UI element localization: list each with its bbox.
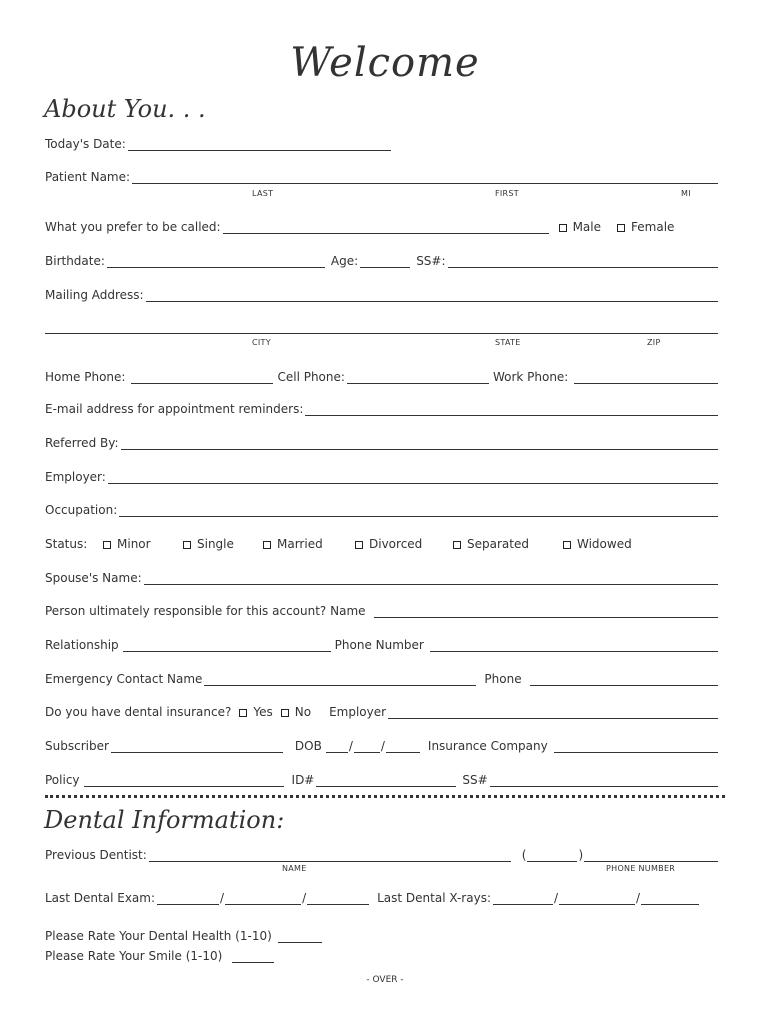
preferred-label: What you prefer to be called: [45, 220, 221, 234]
policy-label: Policy [45, 773, 80, 787]
mailing-row [45, 286, 718, 302]
dob-label: DOB [294, 739, 322, 753]
rate-health-field[interactable] [278, 930, 322, 943]
ss2-field[interactable] [490, 774, 718, 787]
checkbox-icon [453, 541, 461, 549]
dentist-phone-field[interactable] [584, 849, 718, 862]
relationship-label: Relationship [45, 638, 119, 652]
checkbox-icon [263, 541, 271, 549]
subscriber-field[interactable] [111, 740, 283, 753]
emergency-label: Emergency Contact Name [45, 672, 203, 686]
cell-phone-label: Cell Phone: [277, 370, 345, 384]
policy-row [45, 771, 718, 787]
mailing-field[interactable] [146, 289, 718, 302]
subscriber-row: Subscriber DOB / / Insurance Company [45, 737, 718, 753]
area-code-field[interactable] [527, 849, 577, 862]
status-married[interactable]: Married [263, 537, 351, 551]
mailing-row-2 [45, 318, 718, 334]
employer-field[interactable] [108, 471, 718, 484]
sub-phone-number: PHONE NUMBER [606, 864, 676, 873]
last-exam-row: Last Dental Exam: / / Last Dental X-rays: / / [45, 889, 699, 905]
checkbox-icon [355, 541, 363, 549]
referred-row [45, 434, 718, 450]
id-label: ID# [291, 773, 315, 787]
spouse-field[interactable] [144, 572, 718, 585]
insurance-row [45, 703, 718, 719]
previous-dentist-field[interactable] [149, 849, 511, 862]
status-divorced[interactable]: Divorced [355, 537, 449, 551]
preferred-row [45, 218, 718, 234]
sub-name: NAME [282, 864, 307, 873]
patient-name-field[interactable] [132, 171, 718, 184]
todays-date-label: Today's Date: [45, 137, 126, 151]
email-field[interactable] [305, 403, 718, 416]
sub-city: CITY [252, 338, 271, 347]
birthdate-field[interactable] [107, 255, 325, 268]
dob-year-field[interactable] [386, 740, 420, 753]
checkbox-icon [559, 224, 567, 232]
referred-field[interactable] [121, 437, 719, 450]
responsible-row [45, 602, 718, 618]
male-option[interactable]: Male [559, 220, 601, 234]
sub-state: STATE [495, 338, 521, 347]
last-exam-label: Last Dental Exam: [45, 891, 156, 905]
patient-name-row [45, 168, 718, 184]
emergency-row [45, 670, 718, 686]
birthdate-label: Birthdate: [45, 254, 105, 268]
spouse-row [45, 569, 718, 585]
rate-smile-field[interactable] [232, 950, 274, 963]
emergency-phone-label: Phone [484, 672, 522, 686]
sub-zip: ZIP [647, 338, 661, 347]
status-separated[interactable]: Separated [453, 537, 559, 551]
dob-day-field[interactable] [354, 740, 380, 753]
rate-smile-row [45, 947, 275, 963]
status-widowed[interactable]: Widowed [563, 537, 632, 551]
patient-name-label: Patient Name: [45, 170, 131, 184]
ss-field[interactable] [448, 255, 718, 268]
rate-health-label: Please Rate Your Dental Health (1-10) [45, 929, 272, 943]
age-field[interactable] [360, 255, 410, 268]
home-phone-field[interactable] [131, 371, 273, 384]
todays-date-field[interactable] [128, 138, 391, 151]
dotted-divider [45, 795, 725, 798]
insurance-employer-field[interactable] [388, 706, 718, 719]
last-xrays-day-field[interactable] [559, 892, 635, 905]
status-single[interactable]: Single [183, 537, 259, 551]
home-phone-label: Home Phone: [45, 370, 126, 384]
previous-dentist-label: Previous Dentist: [45, 848, 147, 862]
sub-last: LAST [252, 189, 274, 198]
checkbox-icon [281, 709, 289, 717]
dob-month-field[interactable] [326, 740, 348, 753]
last-xrays-year-field[interactable] [641, 892, 699, 905]
insurance-company-field[interactable] [554, 740, 718, 753]
phones-row [45, 368, 718, 384]
ss-label: SS#: [416, 254, 446, 268]
relationship-field[interactable] [123, 639, 331, 652]
cell-phone-field[interactable] [347, 371, 489, 384]
spouse-label: Spouse's Name: [45, 571, 142, 585]
todays-date-row [45, 135, 391, 151]
checkbox-icon [239, 709, 247, 717]
last-exam-year-field[interactable] [307, 892, 369, 905]
insurance-no[interactable]: No [281, 705, 311, 719]
ss2-label: SS# [462, 773, 488, 787]
status-row [45, 535, 718, 551]
referred-label: Referred By: [45, 436, 119, 450]
last-xrays-label: Last Dental X-rays: [377, 891, 491, 905]
email-row [45, 400, 718, 416]
work-phone-field[interactable] [574, 371, 718, 384]
page-title: Welcome [290, 40, 480, 86]
subscriber-label: Subscriber [45, 739, 109, 753]
checkbox-icon [103, 541, 111, 549]
last-exam-day-field[interactable] [225, 892, 301, 905]
rate-smile-label: Please Rate Your Smile (1-10) [45, 949, 223, 963]
relationship-row [45, 636, 718, 652]
employer-row [45, 468, 718, 484]
about-heading: About You. . . [44, 95, 206, 123]
city-state-zip-field[interactable] [45, 321, 718, 334]
status-minor[interactable]: Minor [103, 537, 179, 551]
checkbox-icon [563, 541, 571, 549]
occupation-label: Occupation: [45, 503, 118, 517]
occupation-row [45, 501, 718, 517]
last-xrays-month-field[interactable] [493, 892, 553, 905]
over-footer: - OVER - [366, 975, 404, 985]
responsible-field[interactable] [374, 605, 718, 618]
email-label: E-mail address for appointment reminders: [45, 402, 304, 416]
mailing-label: Mailing Address: [45, 288, 144, 302]
birthdate-row [45, 252, 718, 268]
employer-label: Employer: [45, 470, 106, 484]
rate-health-row [45, 927, 325, 943]
checkbox-icon [617, 224, 625, 232]
work-phone-label: Work Phone: [492, 370, 569, 384]
female-option[interactable]: Female [617, 220, 674, 234]
checkbox-icon [183, 541, 191, 549]
status-label: Status: [45, 537, 88, 551]
age-label: Age: [330, 254, 359, 268]
preferred-field[interactable] [223, 221, 549, 234]
dental-heading: Dental Information: [44, 806, 285, 834]
occupation-field[interactable] [119, 504, 718, 517]
sub-mi: MI [681, 189, 691, 198]
id-field[interactable] [316, 774, 456, 787]
responsible-label: Person ultimately responsible for this account? Name [45, 604, 366, 618]
emergency-phone-field[interactable] [530, 673, 718, 686]
emergency-field[interactable] [204, 673, 476, 686]
phone-number-field[interactable] [430, 639, 718, 652]
previous-dentist-row: Previous Dentist: ( ) [45, 846, 718, 862]
insurance-yes[interactable]: Yes [239, 705, 272, 719]
insurance-question-label: Do you have dental insurance? [45, 705, 232, 719]
insurance-company-label: Insurance Company [427, 739, 548, 753]
phone-number-label: Phone Number [334, 638, 424, 652]
insurance-employer-label: Employer [329, 705, 387, 719]
sub-first: FIRST [495, 189, 519, 198]
policy-field[interactable] [84, 774, 284, 787]
last-exam-month-field[interactable] [157, 892, 219, 905]
